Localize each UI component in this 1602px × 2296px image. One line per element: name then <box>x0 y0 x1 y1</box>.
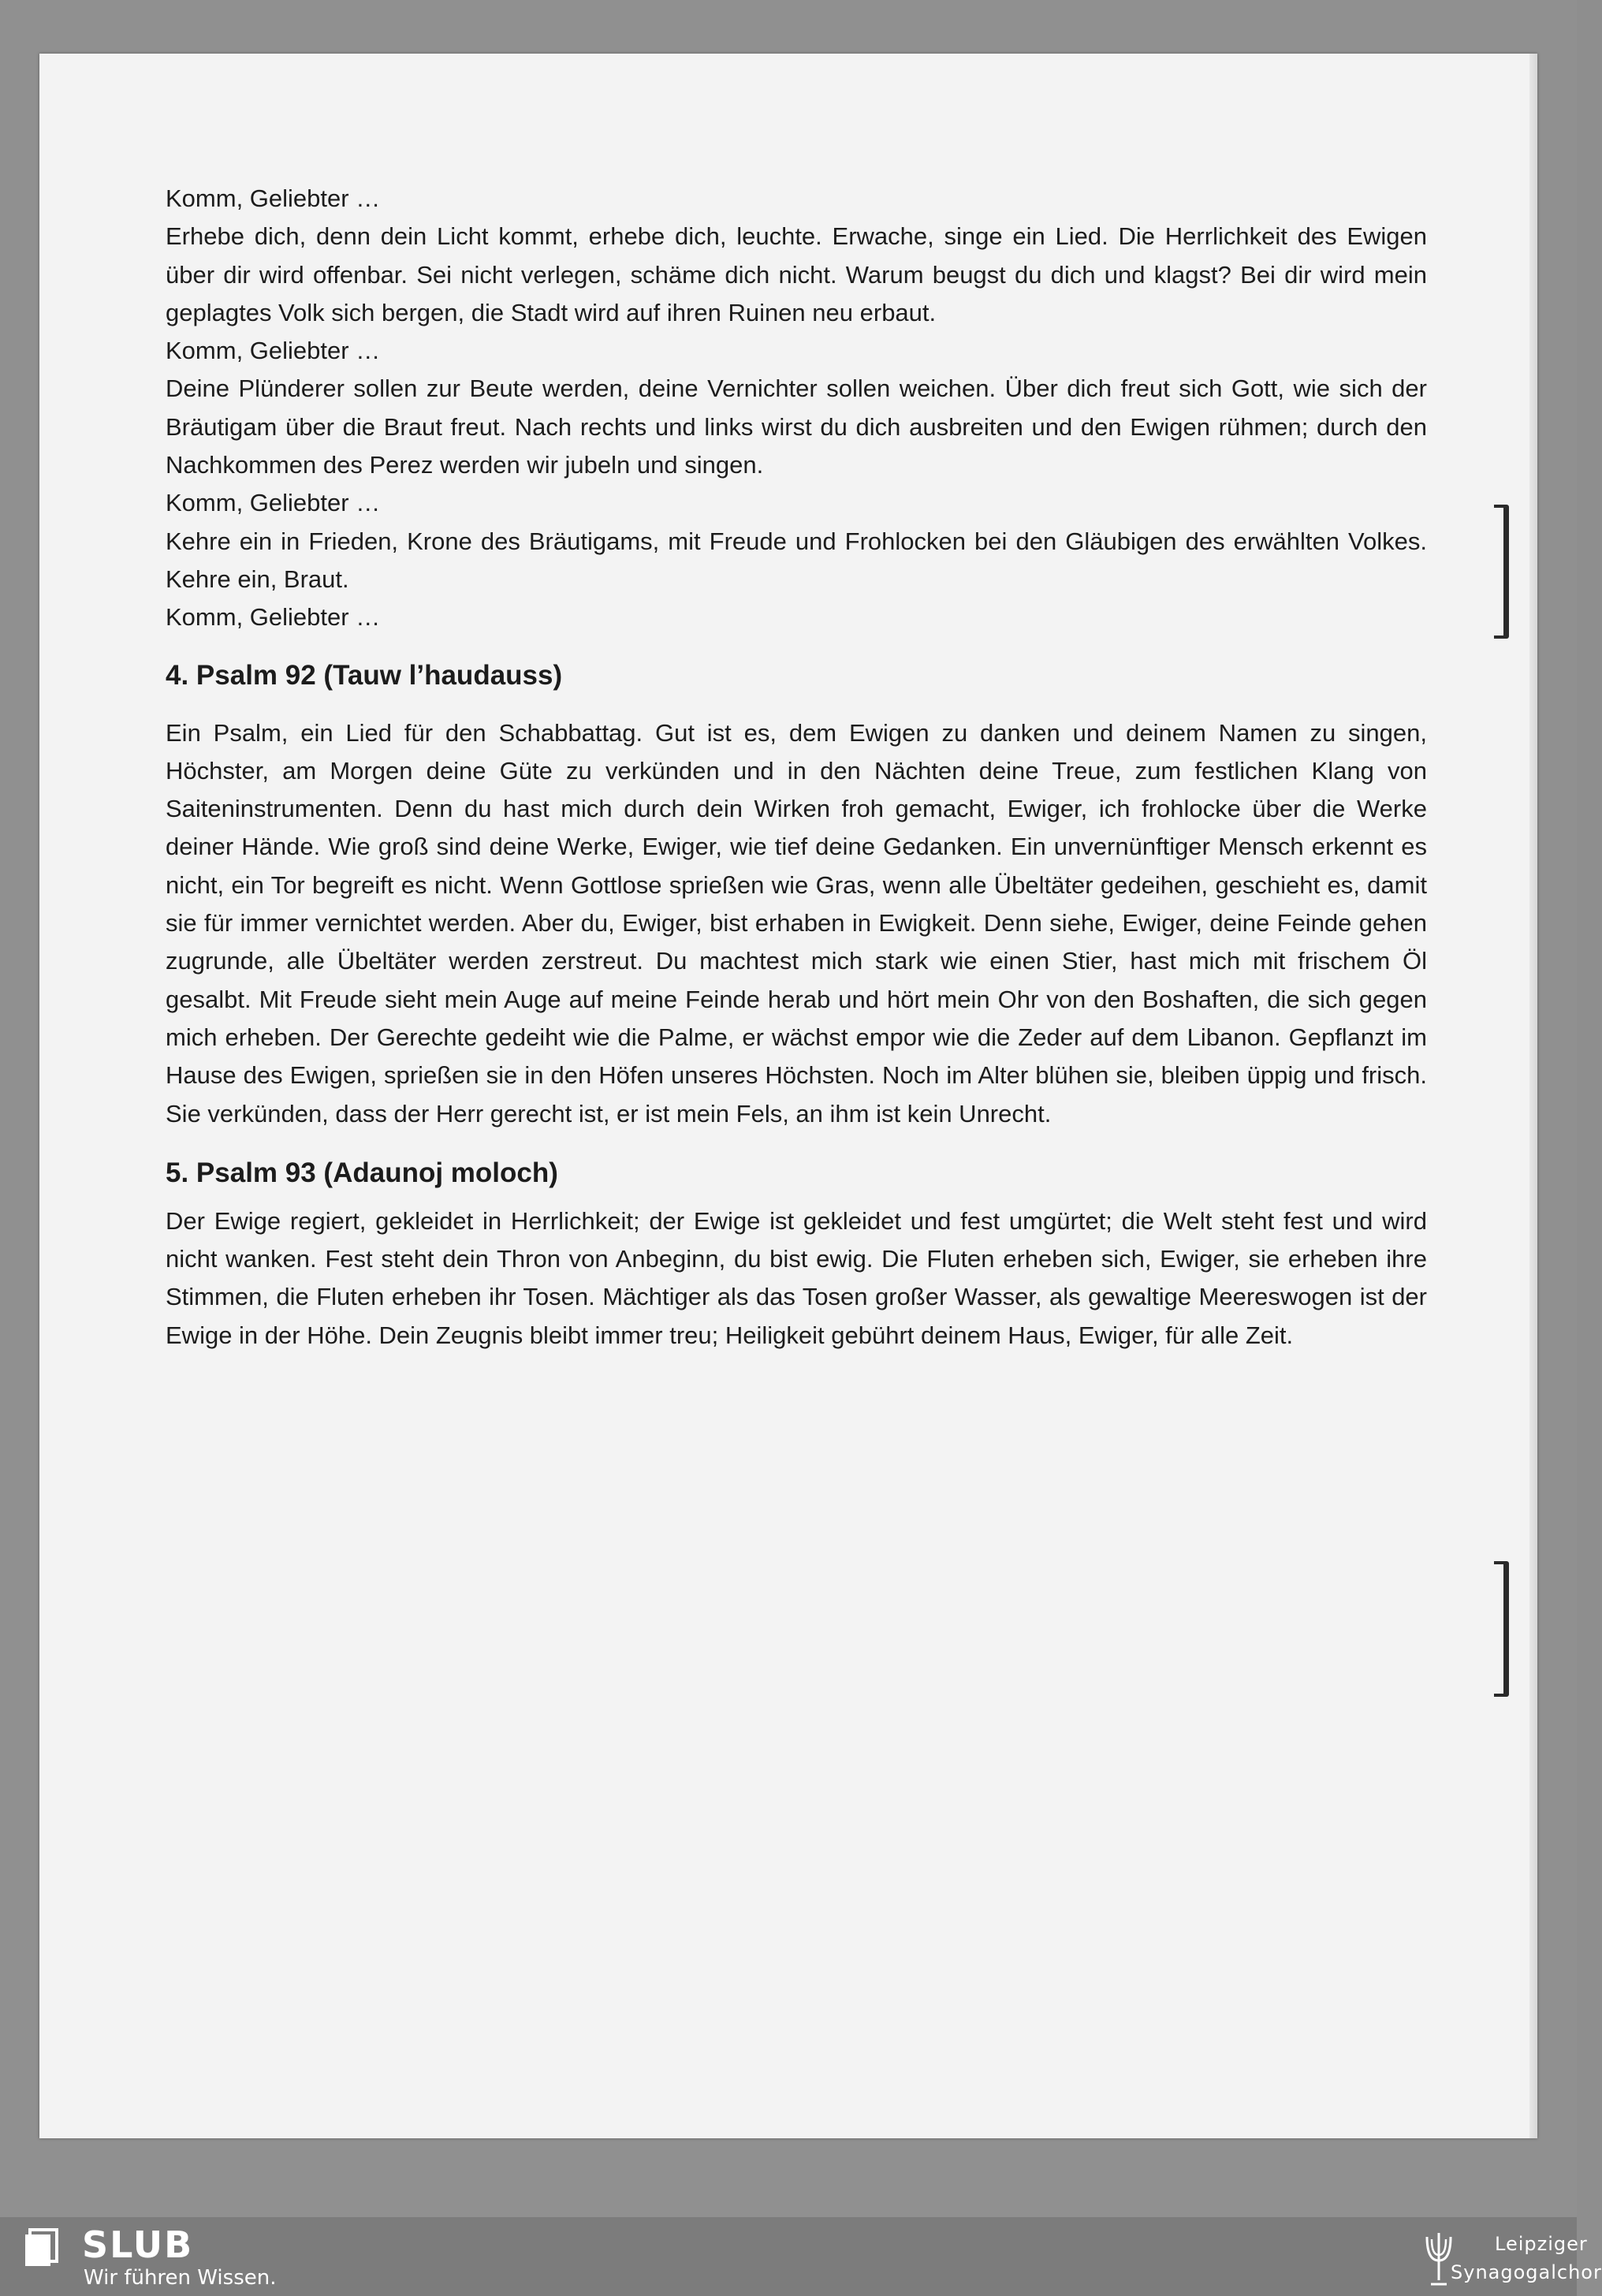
refrain-line: Komm, Geliebter … <box>166 603 381 632</box>
paragraph: Kehre ein in Frieden, Krone des Bräutigams, mit Freude und Frohlocken bei den Gläubigen des erwählten Volkes. Kehre ein, Braut. <box>166 527 1427 593</box>
refrain-line: Komm, Geliebter … <box>166 337 381 365</box>
staple-bottom <box>1503 1561 1509 1697</box>
slub-brand[interactable]: SLUB <box>82 2223 194 2266</box>
slub-tagline: Wir führen Wissen. <box>84 2266 277 2290</box>
psalm-93-text: Der Ewige regiert, gekleidet in Herrlichkeit; der Ewige ist gekleidet und fest umgürtet; die Welt steht fest und wird nicht wanken. Fest steht dein Thron von Anbeginn, du bist ewig. Die Fluten erheben sich, Ewiger, sie erheben ihre Stimmen, die Fluten erheben ihr Tosen. Mächtiger als das Tosen großer Wasser, als gewaltige Meereswogen ist der Ewige in der Höhe. Dein Zeugnis bleibt immer treu; Heiligkeit gebührt deinem Haus, Ewiger, für alle Zeit. <box>166 1206 1427 1349</box>
choir-name-line-2: Synagogalchor <box>1451 2261 1602 2283</box>
document-page <box>39 54 1537 2138</box>
choir-name-line-1: Leipziger <box>1495 2233 1588 2255</box>
psalm-92-text: Ein Psalm, ein Lied für den Schabbattag. Gut ist es, dem Ewigen zu danken und deinem Namen zu singen, Höchster, am Morgen deine Güte zu verkünden und in den Nächten deine Treue, zum festlichen Klang von Saiteninstrumenten. Denn du hast mich durch dein Wirken froh gemacht, Ewiger, ich frohlocke über die Werke deiner Hände. Wie groß sind deine Werke, Ewiger, wie tief deine Gedanken. Ein unvernünftiger Mensch erkennt es nicht, ein Tor begreift es nicht. Wenn Gottlose sprießen wie Gras, wenn alle Übeltäter gedeihen, geschieht es, damit sie für immer vernichtet werden. Aber du, Ewiger, bist erhaben in Ewigkeit. Denn siehe, Ewiger, deine Feinde gehen zugrunde, alle Übeltäter werden zerstreut. Du machtest mich stark wie einen Stier, hast mich mit frischem Öl gesalbt. Mit Freude sieht mein Auge auf meine Feinde herab und hört mein Ohr von den Boshaften, die sich gegen mich erheben. Der Gerechte gedeiht wie die Palme, er wächst empor wie die Zeder auf dem Libanon. Gepflanzt im Hause des Ewigen, sprießen sie in den Höfen unseres Höchsten. Noch im Alter blühen sie, bleiben üppig und frisch. Sie verkünden, dass der Herr gerecht ist, er ist mein Fels, an ihm ist kein Unrecht. <box>166 718 1427 1128</box>
footer-bar <box>0 2217 1602 2296</box>
paragraph: Erhebe dich, denn dein Licht kommt, erhebe dich, leuchte. Erwache, singe ein Lied. Die Herrlichkeit des Ewigen über dir wird offenbar. Sei nicht verlegen, schäme dich nicht. Warum beugst du dich und klagst? Bei dir wird mein geplagtes Volk sich bergen, die Stadt wird auf ihren Ruinen neu erbaut. <box>166 222 1427 326</box>
refrain-line: Komm, Geliebter … <box>166 489 381 517</box>
staple-top <box>1503 505 1509 639</box>
paragraph: Deine Plünderer sollen zur Beute werden, deine Vernichter sollen weichen. Über dich freut sich Gott, wie sich der Bräutigam über die Braut freut. Nach rechts und links wirst du dich ausbreiten und den Ewigen rühmen; durch den Nachkommen des Perez werden wir jubeln und singen. <box>166 375 1427 479</box>
slub-book-icon <box>22 2228 63 2269</box>
page-edge <box>1529 54 1537 2138</box>
page-text <box>166 180 1427 1355</box>
section-heading-psalm-92: 4. Psalm 92 (Tauw l’haudauss) <box>166 659 563 691</box>
section-heading-psalm-93: 5. Psalm 93 (Adaunoj moloch) <box>166 1157 558 1188</box>
refrain-line: Komm, Geliebter … <box>166 184 381 212</box>
